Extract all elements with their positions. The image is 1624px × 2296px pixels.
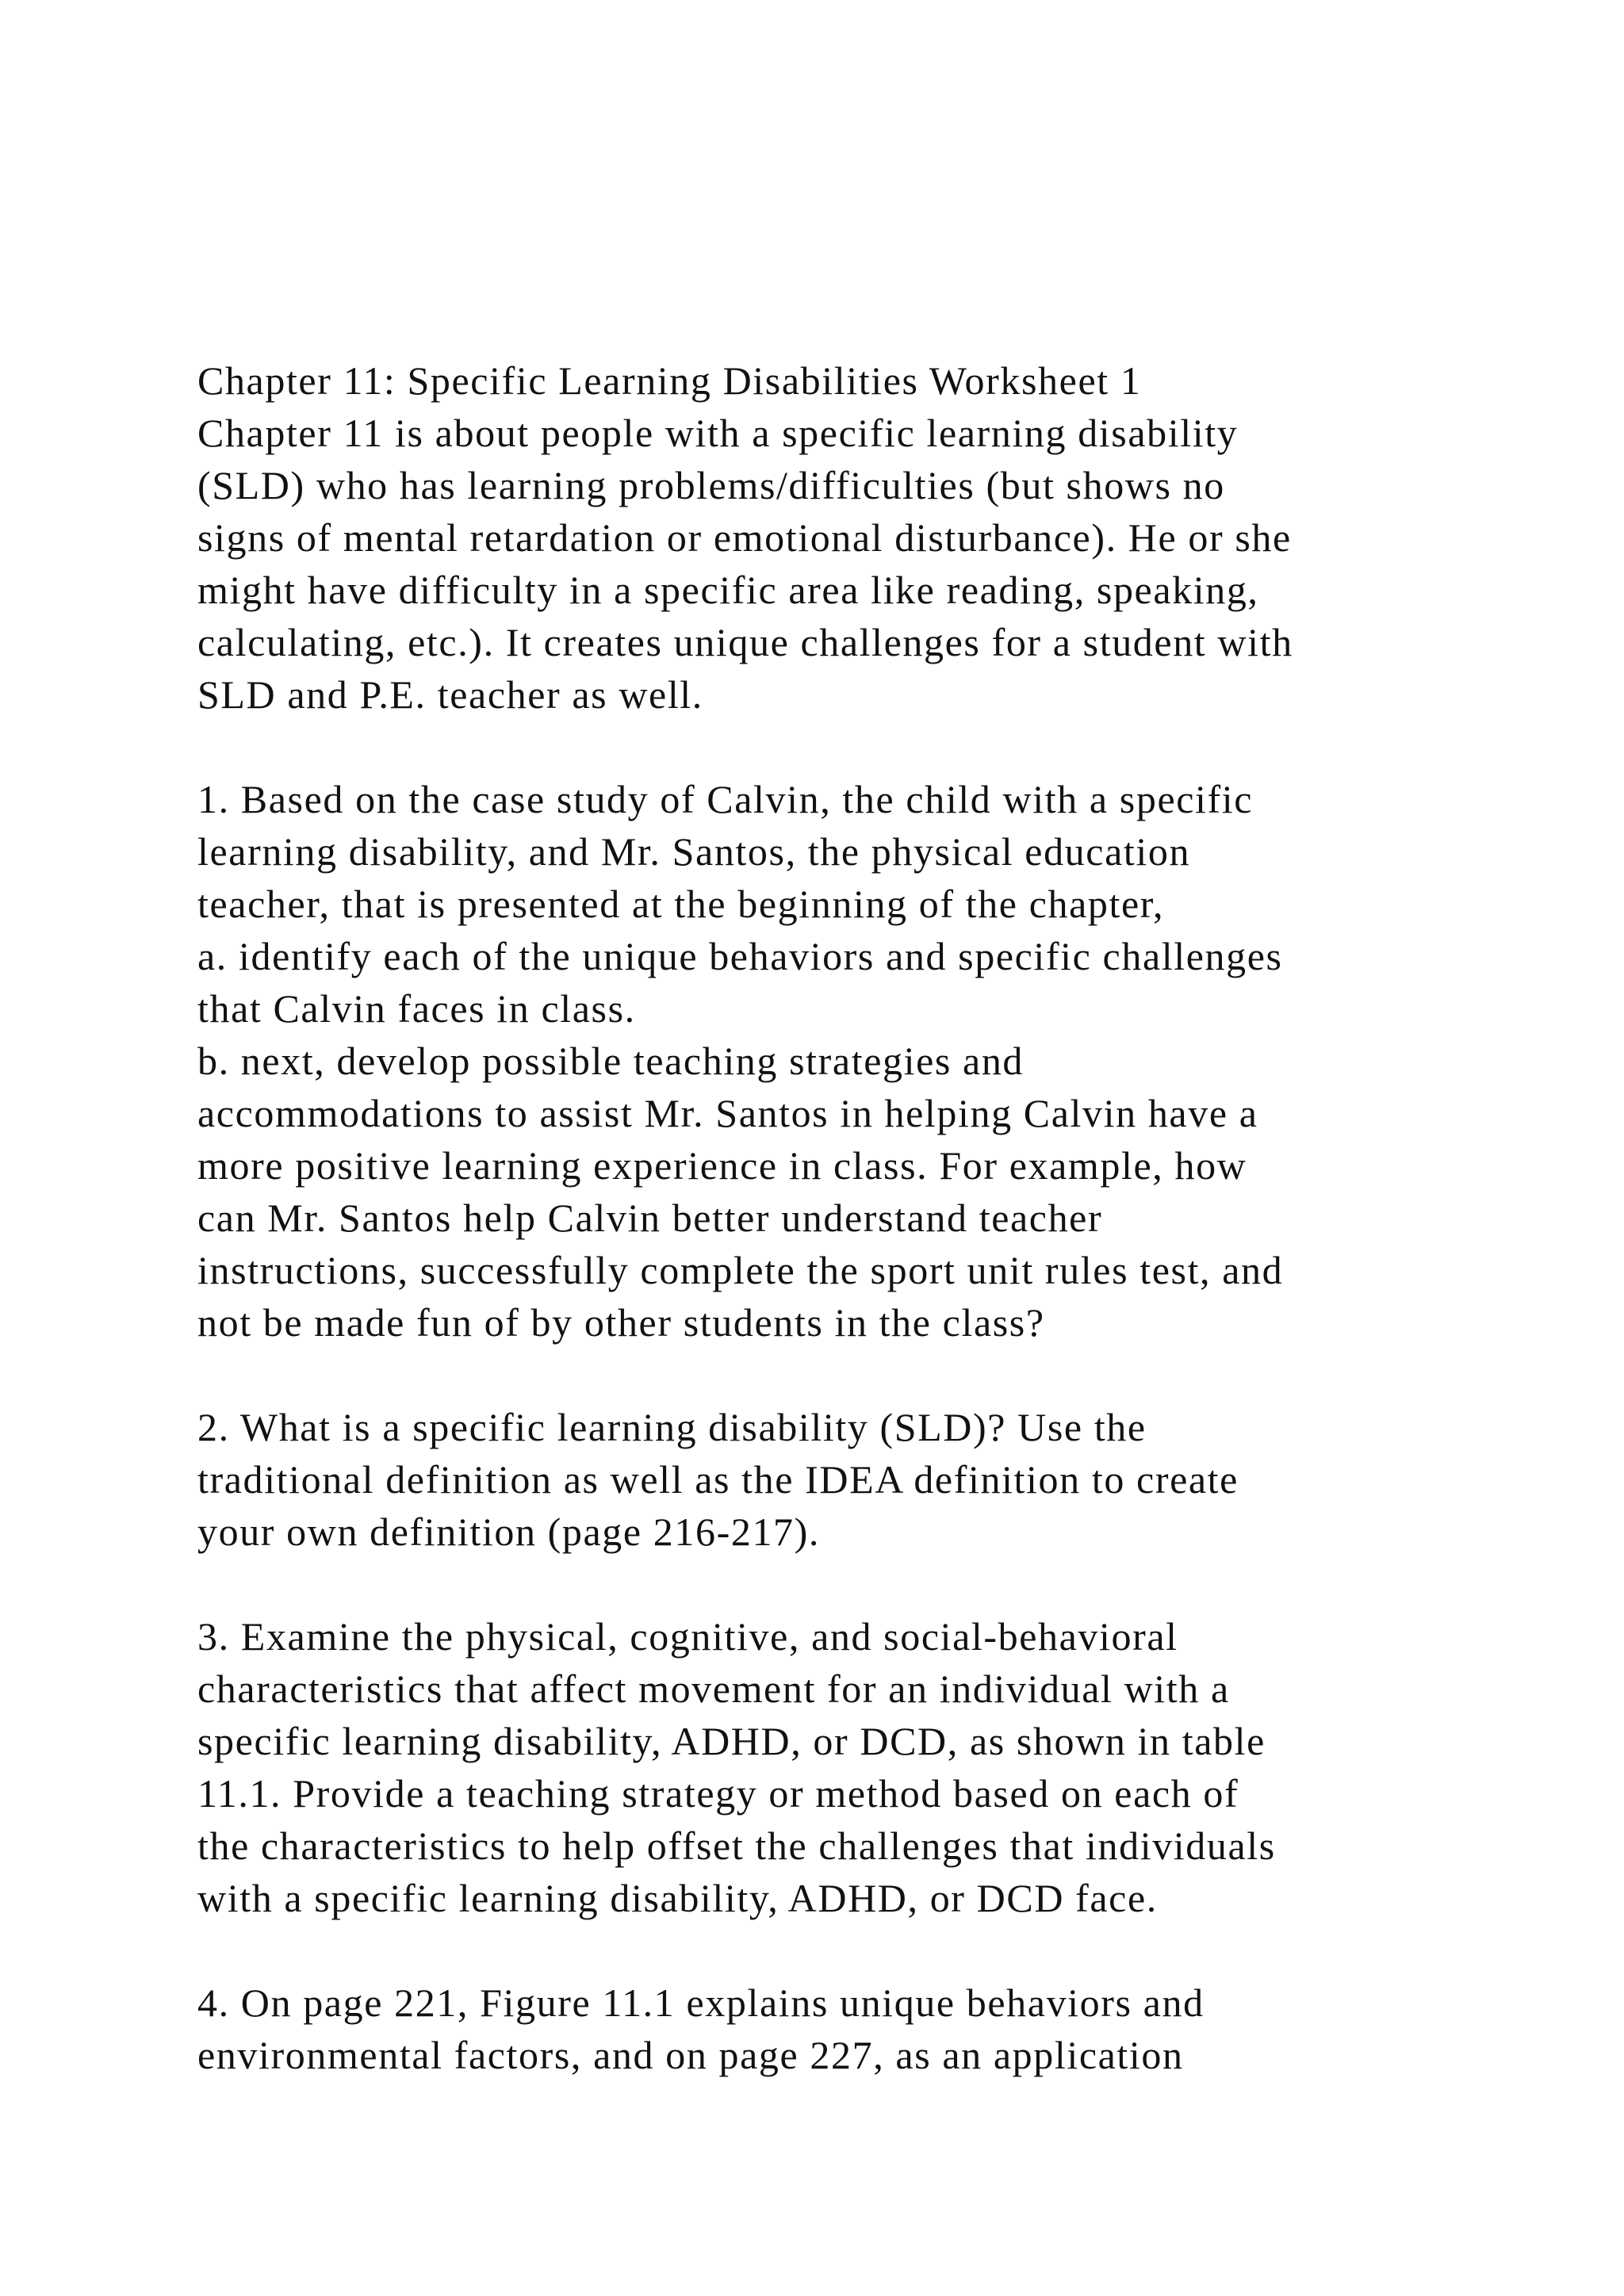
text-line: with a specific learning disability, ADHD, or DCD face. <box>197 1876 1158 1920</box>
document-title: Chapter 11: Specific Learning Disabilities Worksheet 1 <box>197 358 1142 403</box>
text-line: Chapter 11 is about people with a specific learning disability <box>197 411 1239 455</box>
text-line: SLD and P.E. teacher as well. <box>197 672 703 717</box>
text-line: a. identify each of the unique behaviors and specific challenges <box>197 934 1283 978</box>
text-line: learning disability, and Mr. Santos, the physical education <box>197 829 1191 874</box>
text-line: b. next, develop possible teaching strategies and <box>197 1039 1025 1083</box>
paragraph-spacer <box>197 1349 1506 1401</box>
text-line: can Mr. Santos help Calvin better understand teacher <box>197 1196 1103 1240</box>
text-line: 4. On page 221, Figure 11.1 explains unique behaviors and <box>197 1980 1205 2025</box>
text-line: signs of mental retardation or emotional disturbance). He or she <box>197 515 1292 560</box>
paragraph-spacer <box>197 1558 1506 1610</box>
text-line: specific learning disability, ADHD, or DCD, as shown in table <box>197 1719 1266 1763</box>
paragraph-spacer <box>197 1924 1506 1976</box>
text-line: teacher, that is presented at the beginning of the chapter, <box>197 882 1165 926</box>
text-line: the characteristics to help offset the challenges that individuals <box>197 1823 1276 1868</box>
text-line: that Calvin faces in class. <box>197 986 636 1031</box>
text-line: 1. Based on the case study of Calvin, the child with a specific <box>197 777 1254 821</box>
text-line: calculating, etc.). It creates unique challenges for a student with <box>197 620 1293 664</box>
text-line: characteristics that affect movement for an individual with a <box>197 1667 1230 1711</box>
text-line: traditional definition as well as the IDEA definition to create <box>197 1457 1239 1502</box>
text-line: 3. Examine the physical, cognitive, and social-behavioral <box>197 1614 1178 1659</box>
text-line: 11.1. Provide a teaching strategy or method based on each of <box>197 1771 1239 1816</box>
text-line: instructions, successfully complete the sport unit rules test, and <box>197 1248 1284 1292</box>
document-body <box>197 354 1506 2081</box>
text-line: your own definition (page 216-217). <box>197 1510 821 1554</box>
paragraph-spacer <box>197 721 1506 773</box>
text-line: 2. What is a specific learning disability (SLD)? Use the <box>197 1405 1147 1449</box>
text-line: more positive learning experience in class. For example, how <box>197 1143 1247 1188</box>
text-line: not be made fun of by other students in the class? <box>197 1300 1045 1345</box>
text-line: environmental factors, and on page 227, as an application <box>197 2033 1184 2077</box>
text-line: (SLD) who has learning problems/difficulties (but shows no <box>197 463 1225 507</box>
text-line: might have difficulty in a specific area like reading, speaking, <box>197 568 1259 612</box>
text-line: accommodations to assist Mr. Santos in helping Calvin have a <box>197 1091 1258 1135</box>
